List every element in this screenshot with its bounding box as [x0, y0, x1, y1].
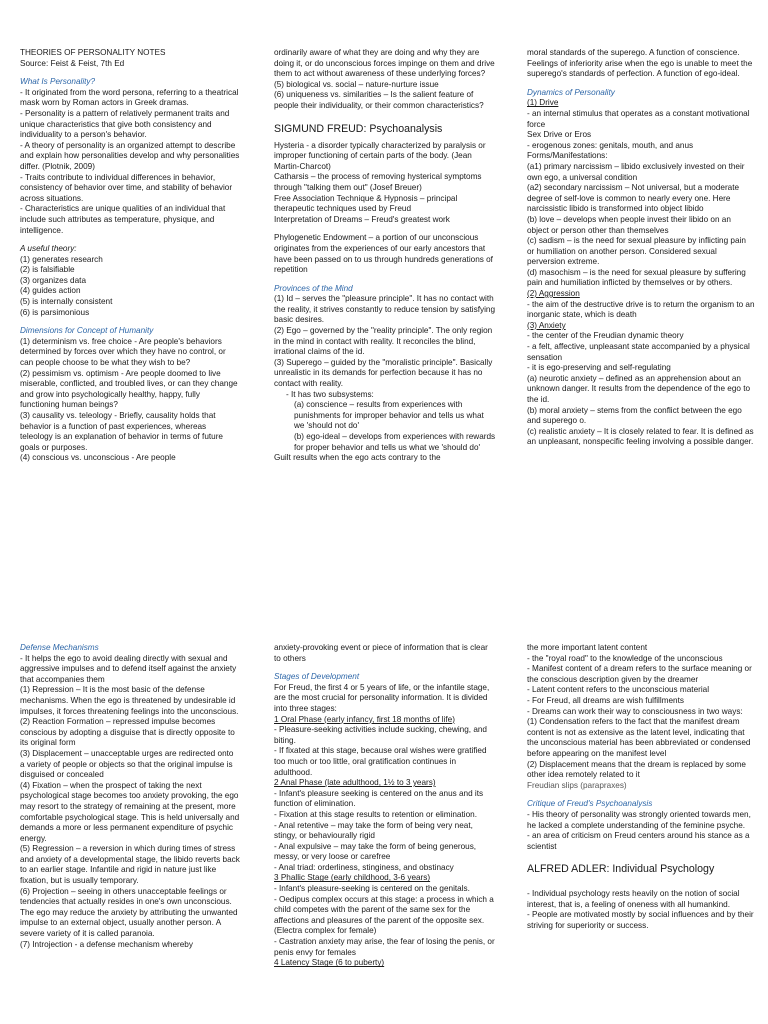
paragraph-gap	[20, 69, 240, 77]
text-line: (a2) secondary narcissism – Not universal, but a moderate degree of self-love is common to nearly every one. Here narcissistic libido is transformed into object libido	[527, 183, 740, 214]
text-line: - It has two subsystems:	[286, 389, 374, 399]
text-line: (1) Id – serves the "pleasure principle". It has no contact with the reality, it strives constantly to reduce tension by satisfying basic desires.	[274, 294, 496, 325]
text-line: - Infant's pleasure-seeking is centered on the genitals.	[274, 884, 470, 894]
text-line: ordinarily aware of what they are doing and why they are doing it, or do unconscious forces impinge on them and drive them to act without awareness of these underlying forces?	[274, 48, 495, 79]
paragraph-gap	[274, 112, 496, 120]
text-line: Hysteria - a disorder typically characterized by paralysis or improper functioning of certain parts of the body. (Jean Martin-Charcot)	[274, 140, 486, 171]
text-line: - an area of criticism on Freud centers around his stance as a scientist	[527, 831, 750, 851]
text-line: - Castration anxiety may arise, the fear of losing the penis, or penis envy for females	[274, 937, 495, 957]
section-heading: Dimensions for Concept of Humanity	[20, 326, 154, 336]
paragraph-gap	[20, 236, 240, 244]
text-line: - Fixation at this stage results to retention or elimination.	[274, 809, 477, 819]
text-line: - it is ego-preserving and self-regulating	[527, 363, 671, 373]
text-line: (2) Aggression	[527, 289, 580, 299]
column-3-top	[527, 48, 755, 448]
text-line: Interpretation of Dreams – Freud's greatest work	[274, 214, 450, 224]
text-line: (5) biological vs. social – nature-nurture issue	[274, 79, 439, 89]
text-line: (c) realistic anxiety – It is closely related to fear. It is defined as an unpleasant, nonspecific feeling involving a possible danger.	[527, 426, 754, 447]
text-line: - the aim of the destructive drive is to return the organism to an inorganic state, which is death	[527, 299, 755, 320]
section-heading: What Is Personality?	[20, 77, 96, 87]
text-line: (d) masochism – is the need for sexual pleasure by suffering pain and humiliation inflicted by themselves or by others.	[527, 267, 746, 288]
text-line: - Traits contribute to individual differences in behavior, consistency of behavior over time, and stability of behavior across situations.	[20, 172, 233, 203]
text-line: 3 Phallic Stage (early childhood, 3-6 years)	[274, 873, 431, 883]
text-line: Phylogenetic Endowment – a portion of our unconscious originates from the experiences of our early ancestors that have been passed on to us through hundreds generations of repetition	[274, 233, 493, 275]
paragraph-gap	[527, 881, 755, 889]
text-line: - the center of the Freudian dynamic theory	[527, 331, 684, 341]
text-line: For Freud, the first 4 or 5 years of life, or the infantile stage, are the most crucial for personality information. It is divided into three stages:	[274, 682, 490, 713]
text-line: Guilt results when the ego acts contrary to the	[274, 453, 441, 463]
text-line: A useful theory:	[20, 244, 77, 254]
paragraph-gap	[527, 80, 755, 88]
text-line: - Latent content refers to the unconscious material	[527, 685, 710, 695]
text-line: - His theory of personality was strongly oriented towards men, he lacked a complete understanding of the feminine psyche.	[527, 809, 751, 830]
text-line: (c) sadism – is the need for sexual pleasure by inflicting pain or humiliation on another person. Considered sexual perversion extreme.	[527, 236, 746, 267]
text-line: - Manifest content of a dream refers to the surface meaning or the conscious description given by the dreamer	[527, 664, 752, 684]
text-line: THEORIES OF PERSONALITY NOTES	[20, 48, 166, 57]
text-line: - Infant's pleasure seeking is centered on the anus and its function of elimination.	[274, 788, 484, 809]
text-line: 4 Latency Stage (6 to puberty)	[274, 958, 385, 968]
text-line: (1) generates research	[20, 254, 103, 264]
text-line: - Anal expulsive – may take the form of being generous, messy, or very loose or carefree	[274, 841, 477, 862]
text-line: - It helps the ego to avoid dealing directly with sexual and aggressive impulses and to defend itself against the anxiety that accompanies them	[20, 653, 237, 684]
text-line: Catharsis – the process of removing hysterical symptoms through "talking them out" (Josef Breuer)	[274, 172, 482, 192]
text-line: (4) conscious vs. unconscious - Are people	[20, 453, 176, 463]
text-line: (b) moral anxiety – stems from the conflict between the ego and superego o.	[527, 405, 742, 426]
text-line: - the "royal road" to the knowledge of the unconscious	[527, 653, 723, 663]
text-line: (1) Repression – It is the most basic of the defense mechanisms. When the ego is threatened by undesirable id impulses, it forces threatening feelings into the unconscious.	[20, 685, 239, 716]
text-line: (2) Displacement means that the dream is replaced by some other idea remotely related to it	[527, 759, 746, 780]
section-heading: Defense Mechanisms	[20, 643, 99, 652]
text-line: - Pleasure-seeking activities include sucking, chewing, and biting.	[274, 725, 487, 745]
text-line: anxiety-provoking event or piece of information that is clear to others	[274, 643, 488, 663]
text-line: - People are motivated mostly by social influences and by their striving for superiority or success.	[527, 910, 754, 931]
text-line: - Characteristics are unique qualities of an individual that include such attributes as temperature, physique, and intelligence.	[20, 204, 226, 235]
text-line: (3) causality vs. teleology - Briefly, causality holds that behavior is a function of past experiences, whereas teleology is an explanation of behavior in terms of future goals or purposes.	[20, 411, 223, 452]
text-line: - A theory of personality is an organized attempt to describe and explain how personalities develop and why personalities differ. (Plotnik, 2009)	[20, 140, 240, 171]
text-line: - an internal stimulus that operates as a constant motivational force	[527, 108, 750, 129]
text-line: (3) Anxiety	[527, 320, 566, 330]
section-heading: Provinces of the Mind	[274, 283, 353, 293]
text-line: the more important latent content	[527, 643, 648, 652]
paragraph-gap	[274, 276, 496, 284]
column-1-top	[20, 48, 240, 464]
text-line: (2) pessimism vs. optimism - Are people doomed to live miserable, conflicted, and troubled lives, or can they change and grow into psychologically healthy, happy, fully functioning human beings?	[20, 368, 238, 410]
text-line: Forms/Manifestations:	[527, 151, 608, 161]
text-line: (b) love – develops when people invest their libido on an object or person other than themselves	[527, 214, 731, 235]
text-line: 2 Anal Phase (late adulthood, 1½ to 3 years)	[274, 778, 436, 788]
text-line: (5) Regression – a reversion in which during times of stress and anxiety of a developmental stage, the libido reverts back to an earlier stage. Infantile and rigid in nature just like fixation, but is usually temporary.	[20, 844, 240, 886]
column-2-bottom	[274, 643, 496, 969]
chapter-heading: ALFRED ADLER: Individual Psychology	[527, 863, 715, 876]
paragraph-gap	[274, 664, 496, 672]
text-line: (1) determinism vs. free choice - Are people's behaviors determined by forces over which they have no control, or can people choose to be what they wish to be?	[20, 336, 226, 368]
paragraph-gap	[274, 225, 496, 233]
text-line: moral standards of the superego. A function of conscience.	[527, 48, 740, 57]
text-line: (6) is parsimonious	[20, 307, 90, 317]
text-line: (7) Introjection - a defense mechanism whereby	[20, 939, 193, 949]
section-heading: Dynamics of Personality	[527, 87, 615, 97]
text-line: Sex Drive or Eros	[527, 130, 592, 140]
text-line: 1 Oral Phase (early infancy, first 18 months of life)	[274, 714, 455, 724]
text-line: - Anal triad: orderliness, stinginess, and obstinacy	[274, 862, 454, 872]
text-line: - Oedipus complex occurs at this stage: a process in which a child competes with the parent of the same sex for the affections and pleasures of the parent of the opposite sex. (Electra complex for female)	[274, 894, 494, 936]
text-line: (1) Drive	[527, 98, 559, 108]
text-line: Freudian slips (parapraxes)	[527, 780, 627, 790]
text-line: - Personality is a pattern of relatively permanent traits and unique characteristics that give both consistency and individuality to a person's behavior.	[20, 108, 230, 140]
text-line: (a) conscience – results from experiences with punishments for improper behavior and tells us what we 'should not do'	[294, 400, 484, 431]
text-line: - For Freud, all dreams are wish fulfillments	[527, 695, 684, 705]
text-line: - It originated from the word persona, referring to a theatrical mask worn by Roman actors in Greek dramas.	[20, 87, 239, 108]
text-line: Source: Feist & Feist, 7th Ed	[20, 58, 125, 68]
paragraph-gap	[527, 791, 755, 799]
column-3-bottom	[527, 643, 755, 932]
text-line: (b) ego-ideal – develops from experiences with rewards for proper behavior and tells us what we 'should do'	[294, 432, 496, 452]
text-line: (4) guides action	[20, 286, 81, 296]
text-line: (3) Displacement – unacceptable urges are redirected onto a variety of people or objects so that the original impulse is disguised or concealed	[20, 748, 234, 780]
text-line: - Individual psychology rests heavily on the notion of social interest, that is, a feeling of oneness with all humankind.	[527, 889, 740, 909]
text-line: (a) neurotic anxiety – defined as an apprehension about an unknown danger. It results from the dependence of the ego to the id.	[527, 373, 751, 404]
text-line: (2) Ego – governed by the "reality principle". The only region in the mind in contact with reality. It reconciles the blind, irrational claims of the id.	[274, 326, 493, 357]
text-line: (a1) primary narcissism – libido exclusively invested on their own ego, a universal condition	[527, 161, 745, 182]
text-line: (5) is internally consistent	[20, 297, 113, 307]
text-line: (6) Projection – seeing in others unacceptable feelings or tendencies that actually resides in one's own unconscious. The ego may reduce the anxiety by attributing the unwanted impulse to an external object, usually another person. A severe variety of it is called paranoia.	[20, 886, 238, 939]
text-line: - Anal retentive – may take the form of being very neat, stingy, or behaviourally rigid	[274, 820, 473, 841]
paragraph-gap	[527, 852, 755, 860]
text-line: - erogenous zones: genitals, mouth, and anus	[527, 140, 694, 150]
text-line: - a felt, affective, unpleasant state accompanied by a physical sensation	[527, 342, 750, 362]
text-line: (1) Condensation refers to the fact that the manifest dream content is not as extensive as the latent level, indicating that the unconscious material has been abbreviated or condensed before appearing on the manifest level	[527, 717, 751, 758]
paragraph-gap	[20, 318, 240, 326]
text-line: - Dreams can work their way to consciousness in two ways:	[527, 706, 743, 716]
text-line: (6) uniqueness vs. similarities – Is the salient feature of people their individuality, or their common characteristics?	[274, 90, 484, 110]
text-line: Free Association Technique & Hypnosis – principal therapeutic techniques used by Freud	[274, 193, 458, 214]
column-2-top	[274, 48, 496, 464]
section-heading: Critique of Freud's Psychoanalysis	[527, 799, 653, 809]
text-line: - If fixated at this stage, because oral wishes were gratified too much or too little, oral gratification continues in adulthood.	[274, 746, 487, 777]
column-1-bottom	[20, 643, 240, 950]
section-heading: Stages of Development	[274, 672, 360, 682]
text-line: (2) is falsifiable	[20, 265, 75, 275]
text-line: (4) Fixation – when the prospect of taking the next psychological stage becomes too anxiety provoking, the ego may resort to the strategy of remaining at the present, more comfortable psychological stage. This is held universally and demands a more or less permanent expenditure of psychic energy.	[20, 780, 240, 843]
text-line: Feelings of inferiority arise when the ego is unable to meet the superego's standards of perfection. A function of ego-ideal.	[527, 58, 753, 79]
text-line: (3) Superego – guided by the "moralistic principle". Basically unrealistic in its demands for perfection because it has no contact with reality.	[274, 357, 493, 389]
chapter-heading: SIGMUND FREUD: Psychoanalysis	[274, 122, 443, 135]
text-line: (3) organizes data	[20, 275, 86, 285]
text-line: (2) Reaction Formation – repressed impulse becomes conscious by adopting a disguise that is directly opposite to its original form	[20, 717, 235, 748]
